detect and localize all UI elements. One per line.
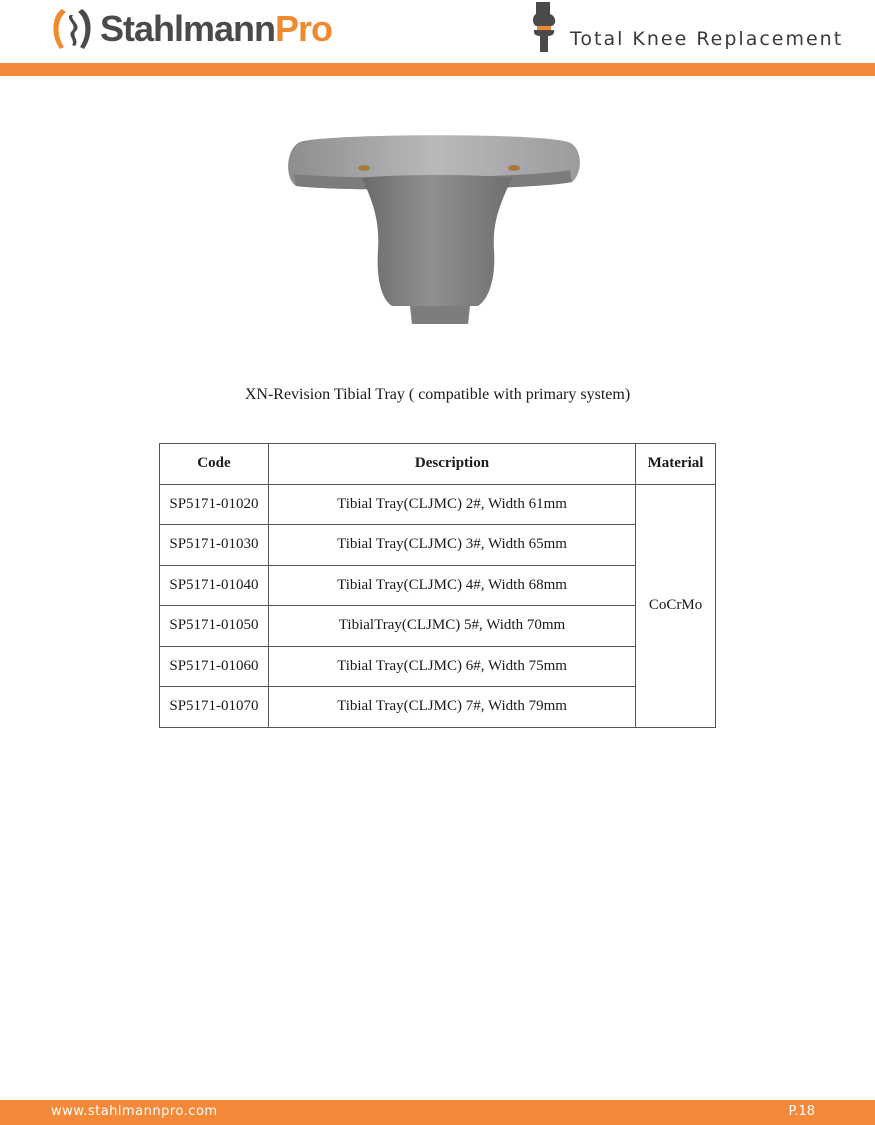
cell-description: Tibial Tray(CLJMC) 3#, Width 65mm: [268, 525, 635, 566]
table-row: [160, 525, 716, 566]
brand-name: StahlmannPro: [100, 8, 333, 49]
table-row: [160, 565, 716, 606]
header-title: Total Knee Replacement: [570, 28, 844, 50]
cell-description: Tibial Tray(CLJMC) 7#, Width 79mm: [268, 687, 635, 728]
page-number: P.18: [788, 1104, 815, 1119]
cell-description: Tibial Tray(CLJMC) 4#, Width 68mm: [268, 565, 635, 606]
cell-code: SP5171-01040: [160, 565, 269, 606]
cell-description: Tibial Tray(CLJMC) 6#, Width 75mm: [268, 646, 635, 687]
table-row: [160, 687, 716, 728]
cell-code: SP5171-01030: [160, 525, 269, 566]
page-footer: [0, 1100, 875, 1125]
brand-logo-mark-icon: [48, 5, 96, 53]
product-caption: XN-Revision Tibial Tray ( compatible with primary system): [244, 386, 631, 403]
table-row: [160, 646, 716, 687]
page-header: [0, 0, 875, 76]
spec-table: [159, 443, 716, 728]
cell-description: Tibial Tray(CLJMC) 2#, Width 61mm: [268, 484, 635, 525]
table-row: [160, 606, 716, 647]
cell-material: CoCrMo: [636, 484, 716, 727]
footer-website-link[interactable]: www.stahlmannpro.com: [51, 1104, 218, 1119]
cell-description: TibialTray(CLJMC) 5#, Width 70mm: [268, 606, 635, 647]
cell-code: SP5171-01060: [160, 646, 269, 687]
column-header-description: Description: [268, 444, 635, 485]
column-header-material: Material: [636, 444, 716, 485]
table-row: [160, 484, 716, 525]
column-header-code: Code: [160, 444, 269, 485]
cell-code: SP5171-01070: [160, 687, 269, 728]
brand-logo: [48, 4, 332, 54]
table-header-row: [160, 444, 716, 485]
cell-code: SP5171-01020: [160, 484, 269, 525]
tibial-tray-image: [282, 130, 584, 330]
knee-joint-icon: [528, 2, 560, 52]
cell-code: SP5171-01050: [160, 606, 269, 647]
header-accent-bar: [0, 63, 875, 76]
